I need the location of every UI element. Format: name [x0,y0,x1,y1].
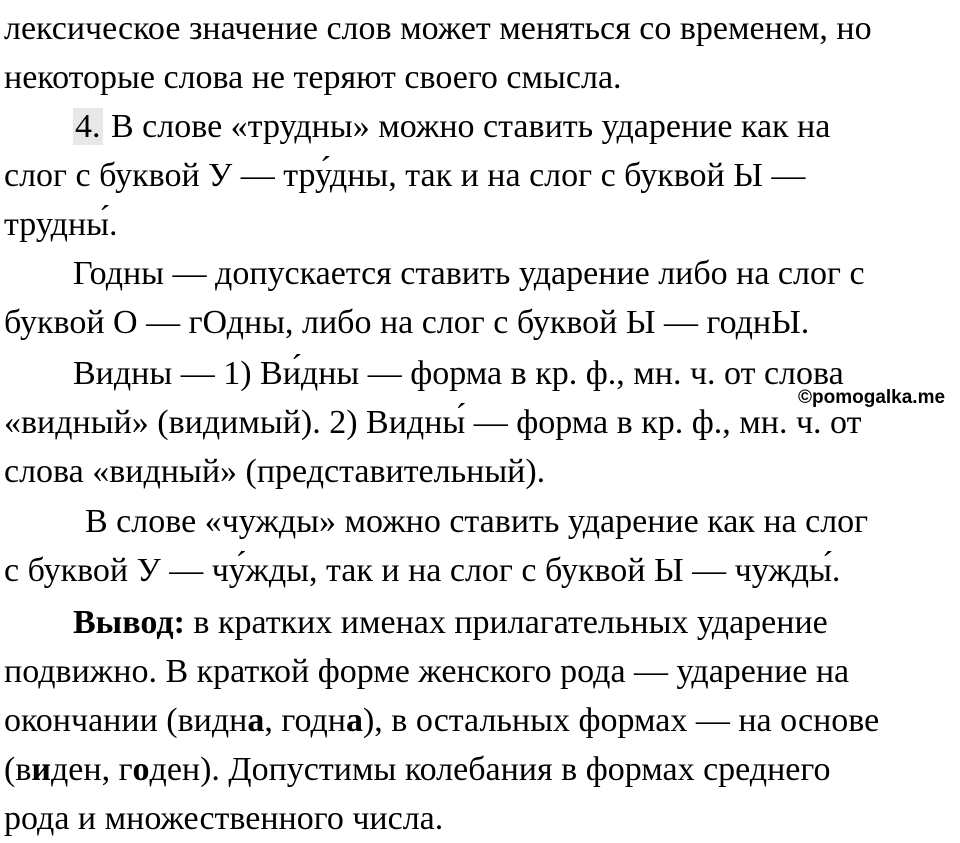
text-line: В слове «чужды» можно ставить ударение как на слог [85,503,869,540]
text-span: окончании (видн [4,702,248,739]
bold-letter: о [132,751,150,788]
watermark: ©pomogalka.me [798,387,946,408]
conclusion-line [73,598,828,647]
text-line [4,696,879,745]
text-span: , годн [264,702,346,739]
text-line: Видны — 1) Ви́дны — форма в кр. ф., мн. ч. от слова [73,355,844,392]
text-line: некоторые слова не теряют своего смысла. [4,59,622,96]
conclusion-label: Вывод: [73,604,185,641]
text-line: лексическое значение слов может меняться со временем, но [4,10,872,47]
text-line: трудны́. [4,206,118,243]
bold-letter: а [247,702,265,739]
text-span: В слове «трудны» можно ставить ударение как на [111,108,831,145]
text-span: (в [4,751,32,788]
text-line: с буквой У — чу́жды, так и на слог с буквой Ы — чужды́. [4,552,841,589]
text-line: «видный» (видимый). 2) Видны́ — форма в кр. ф., мн. ч. от [4,404,862,441]
text-line: слог с буквой У — тру́дны, так и на слог с буквой Ы — [4,157,806,194]
text-line [4,745,831,794]
paragraph-item-4 [73,102,830,151]
bold-letter: и [31,751,51,788]
text-line: буквой О — гОдны, либо на слог с буквой Ы — годнЫ. [4,304,810,341]
text-span: ден). Допустимы колебания в формах среднего [149,751,831,788]
text-span: в кратких именах прилагательных ударение [193,604,828,641]
text-line: Годны — допускается ставить ударение либо на слог с [73,255,865,292]
text-line: рода и множественного числа. [4,800,444,837]
text-line: слова «видный» (представительный). [4,453,546,490]
item-number: 4. [75,108,101,145]
text-span: ден, г [50,751,133,788]
text-span: ), в остальных формах — на основе [362,702,880,739]
text-line: подвижно. В краткой форме женского рода — ударение на [4,653,850,690]
bold-letter: а [345,702,363,739]
